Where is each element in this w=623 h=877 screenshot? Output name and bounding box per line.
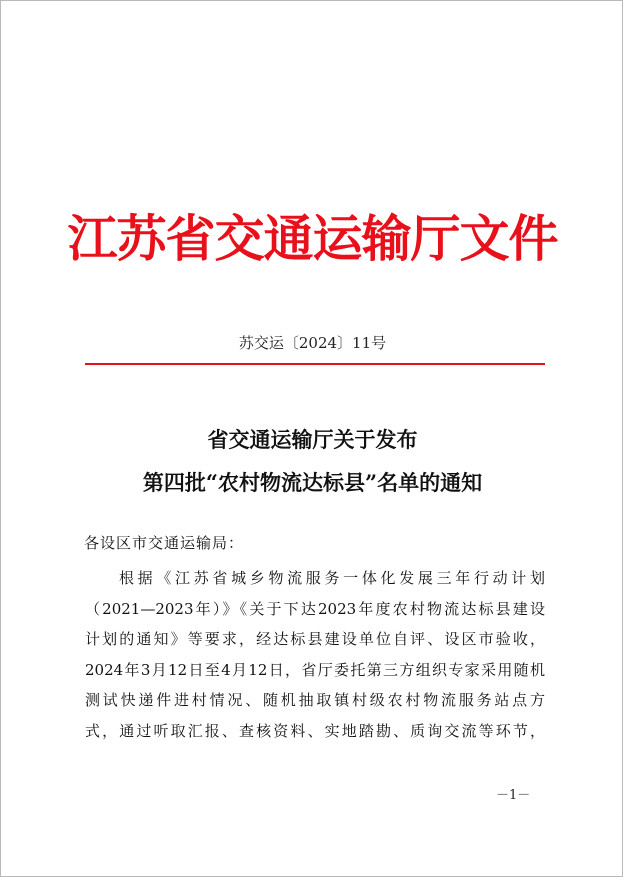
document-masthead: 江苏省交通运输厅文件: [67, 209, 558, 268]
document-number: 苏交运〔2024〕11号: [238, 334, 387, 352]
document-title-line-1: 省交通运输厅关于发布: [207, 427, 418, 452]
body-line-4: 2024年3月12日至4月12日，省厅委托第三方组织专家采用随机: [85, 661, 545, 679]
body-line-1: 根据《江苏省城乡物流服务一体化发展三年行动计划: [119, 569, 545, 587]
salutation: 各设区市交通运输局：: [84, 534, 245, 552]
page-number: －1－: [496, 788, 531, 803]
body-line-5: 测试快递件进村情况、随机抽取镇村级农村物流服务站点方: [85, 691, 545, 709]
body-line-2: （2021—2023年）》《关于下达2023年度农村物流达标县建设: [85, 600, 545, 618]
document-title-line-2: 第四批“农村物流达标县”名单的通知: [142, 470, 483, 495]
body-line-3: 计划的通知》等要求，经达标县建设单位自评、设区市验收，: [85, 630, 545, 648]
body-line-6: 式，通过听取汇报、查核资料、实地踏勘、质询交流等环节，: [85, 722, 545, 740]
red-separator-line: [85, 363, 545, 365]
